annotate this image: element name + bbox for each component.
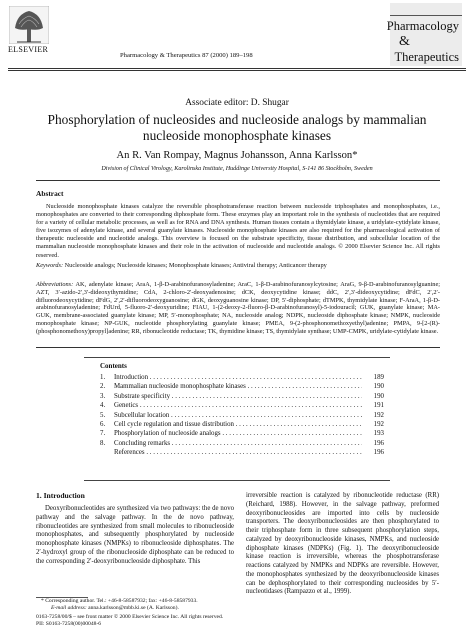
cover-ampersand: & bbox=[399, 34, 410, 49]
toc-page: 193 bbox=[373, 430, 384, 438]
toc-page: 196 bbox=[373, 449, 384, 457]
email-address[interactable]: anna.karlsson@mbb.ki.se (A. Karlsson). bbox=[86, 605, 179, 611]
cover-title-line1: Pharmacology bbox=[386, 19, 459, 33]
table-of-contents bbox=[84, 357, 390, 481]
contents-list bbox=[100, 373, 384, 458]
copyright-line: 0163-7258/00/$ – see front matter © 2000 Elsevier Science Inc. All rights reserved. bbox=[36, 614, 224, 620]
abbreviations bbox=[36, 281, 440, 336]
toc-number: 5. bbox=[100, 411, 106, 419]
toc-page: 189 bbox=[373, 374, 384, 381]
publisher-name: ELSEVIER bbox=[8, 45, 49, 54]
email-footnote bbox=[36, 605, 236, 612]
cover-title-line2: Therapeutics bbox=[394, 50, 459, 64]
toc-item[interactable] bbox=[100, 439, 384, 448]
toc-title: References . . . bbox=[114, 448, 362, 457]
abbreviations-list: AK, adenylate kinase; AraA, 1-β-D-arabinofuranosyladenine; AraC, 1-β-D-arabinofuranosylcytosine; AraG, 9-β-D-arabinofuranosylguanine; AZT, 3′-azido-2′,3′-dideoxythymidine; CdA, 2-chloro-2′-deoxyadenosine; dCK, deoxycytidine kinase; ddC, 2′,3′-dideoxycytidine; dFdC, 2′,2′-difluorodeoxycytidine; dFdG, 2′,2′-difluorodeoxyguanosine; dGK, deoxyguanosine kinase; DP, 5′-diphosphate; dTMPK, thymidylate kinase; F-AraA, 1-β-D-arabinofuranosyladenine; FdUrd, 5-fluoro-2′-deoxyuridine; FIAU, 1-(2-deoxy-2-fluoro-β-D-arabinofuranosyl)-5-iodouracil; GUK, guanylate kinase; MA-GUK, membrane-associated guanylate kinase; MP, 5′-monophosphate; NA, nucleoside analog; NDPK, nucleoside diphosphate kinase; NMPK, nucleoside monophosphate kinase; NP-GUK, nucleotide phosphorylating guanylate kinase; PMEA, 9-(2-phosphonomethoxyethyl)adenine; PMPA, 9-[2-(R)-(phosphonomethoxy)propyl]adenine; RR, ribonucleotide reductase; TK, thymidine kinase; TS, thymidylate synthase; UMP-CMPK, uridylate-cytidylate kinase. bbox=[36, 281, 440, 335]
corresponding-author-footnote: * Corresponding author. Tel.: +46-8-58587932; fax: +46-8-58587933. bbox=[41, 598, 198, 604]
toc-item[interactable] bbox=[100, 382, 384, 391]
toc-page: 190 bbox=[373, 392, 384, 400]
abstract-text: Nucleoside monophosphate kinases catalyze the reversible phosphotransferase reaction between nucleoside triphosphates and monophosphates, i.e., monophosphates are converted to their corresponding diphosphate form. These enzymes play an important role in the synthesis of nucleotides that are required for a variety of cellular metabolic processes, as well as for RNA and DNA synthesis. Human tissues contain a thymidylate kinase, a uridylate-cytidylate kinase, five isozymes of adenylate kinase, and several guanylate kinases. Nucleoside monophosphate kinases are also required for the pharmacological activation of therapeutic nucleoside and nucleotide analogs. This overview is focused on the substrate specificity, tissue distribution, and subcellular location of the mammalian nucleoside monophosphate kinases and their role in the activation of nucleoside and nucleotide analogs. © 2000 Elsevier Science Inc. All rights reserved. bbox=[36, 203, 440, 259]
journal-cover bbox=[386, 3, 462, 66]
toc-number: 8. bbox=[100, 439, 106, 447]
body-text-right-column: irreversible reaction is catalyzed by ribonucleotide reductase (RR) (Reichard, 1988). However, in the salvage pathway, preformed deoxyribonucleosides are imported into cells by nucleoside transporters. The deoxyribonucleosides are then phosphorylated to their triphosphate form in three subsequent phosphorylation steps, catalyzed by deoxyribonucleoside kinases, NMPKs, and nucleoside diphosphate kinases (NDPKs) (Fig. 1). The deoxyribonucleoside kinase reaction is irreversible, whereas the phosphotransferase reactions catalyzed by NMPKs and NDPKs are reversible. However, the monophosphates synthesized by the deoxyribonucleoside kinases can be dephosphorylated to their corresponding nucleosides by 5′-nucleotidases (Rampazzo et al., 1999). bbox=[246, 492, 439, 596]
toc-number: 3. bbox=[100, 392, 106, 400]
pii-line: PII: S0163-7258(00)00048-6 bbox=[36, 621, 102, 627]
toc-title: Substrate specificity . . . bbox=[114, 392, 362, 401]
toc-item[interactable] bbox=[100, 373, 384, 382]
toc-title: Cell cycle regulation and tissue distribution . . . bbox=[114, 420, 362, 429]
keywords-list: Nucleoside analogs; Nucleoside kinases; Monophosphate kinases; Antiviral therapy; Anticancer therapy bbox=[63, 262, 327, 269]
toc-page: 191 bbox=[373, 402, 384, 410]
toc-item[interactable] bbox=[100, 448, 384, 457]
email-label: E-mail address: bbox=[51, 605, 87, 611]
keywords bbox=[36, 262, 440, 270]
section-heading-introduction: 1. Introduction bbox=[36, 491, 85, 500]
toc-title: Subcellular location . . . bbox=[114, 411, 362, 420]
toc-title: Genetics . . . bbox=[114, 401, 362, 410]
toc-number: 2. bbox=[100, 383, 106, 391]
toc-page: 190 bbox=[373, 383, 384, 391]
toc-item[interactable] bbox=[100, 429, 384, 438]
toc-page: 192 bbox=[373, 420, 384, 428]
toc-page: 196 bbox=[373, 439, 384, 447]
toc-title: Phosphorylation of nucleoside analogs . . . bbox=[114, 429, 362, 438]
toc-title: Concluding remarks . . . bbox=[114, 439, 362, 448]
abstract-heading: Abstract bbox=[36, 189, 64, 198]
toc-item[interactable] bbox=[100, 411, 384, 420]
toc-title: Mammalian nucleoside monophosphate kinases . . . bbox=[114, 382, 362, 391]
elsevier-tree-logo-icon bbox=[9, 6, 49, 44]
toc-item[interactable] bbox=[100, 420, 384, 429]
toc-number: 6. bbox=[100, 420, 106, 428]
article-title: Phosphorylation of nucleosides and nucleoside analogs by mammalian nucleoside monophosphate kinases bbox=[47, 112, 427, 143]
body-text-left-column: Deoxyribonucleotides are synthesized via two pathways: the de novo pathway and the salvage pathway. In the de novo pathway, ribonucleotides are synthesized from small molecules to ribonucleoside monophosphates, and subsequently phosphorylated by nucleoside monophosphate kinases (NMPKs) to ribonucleoside diphosphates. The 2′-hydroxyl group of the ribonucleoside diphosphate can be reduced to the corresponding 2′-deoxyribonucleoside diphosphate. This bbox=[36, 505, 234, 565]
toc-number: 4. bbox=[100, 402, 106, 410]
abbreviations-label: Abbreviations: bbox=[36, 281, 74, 288]
toc-item[interactable] bbox=[100, 392, 384, 401]
cover-rule bbox=[390, 15, 462, 16]
toc-title: Introduction . . . bbox=[114, 373, 362, 382]
keywords-label: Keywords: bbox=[36, 262, 64, 269]
header-rule-top bbox=[8, 68, 466, 69]
abstract-rule-bottom bbox=[36, 347, 440, 348]
contents-heading: Contents bbox=[100, 362, 127, 370]
toc-number bbox=[100, 448, 114, 457]
abstract-rule-top bbox=[36, 180, 440, 181]
author-affiliation: Division of Clinical Virology, Karolinska Institute, Huddinge University Hospital, S-141 86 Stockholm, Sweden bbox=[101, 166, 373, 172]
toc-number: 7. bbox=[100, 430, 106, 438]
toc-number: 1. bbox=[100, 374, 106, 381]
toc-page: 192 bbox=[373, 411, 384, 419]
header-rule-bottom bbox=[8, 70, 466, 71]
journal-citation: Pharmacology & Therapeutics 87 (2000) 189–198 bbox=[120, 52, 253, 59]
toc-item[interactable] bbox=[100, 401, 384, 410]
article-authors: An R. Van Rompay, Magnus Johansson, Anna Karlsson* bbox=[116, 150, 358, 161]
associate-editor: Associate editor: D. Shugar bbox=[185, 98, 289, 108]
